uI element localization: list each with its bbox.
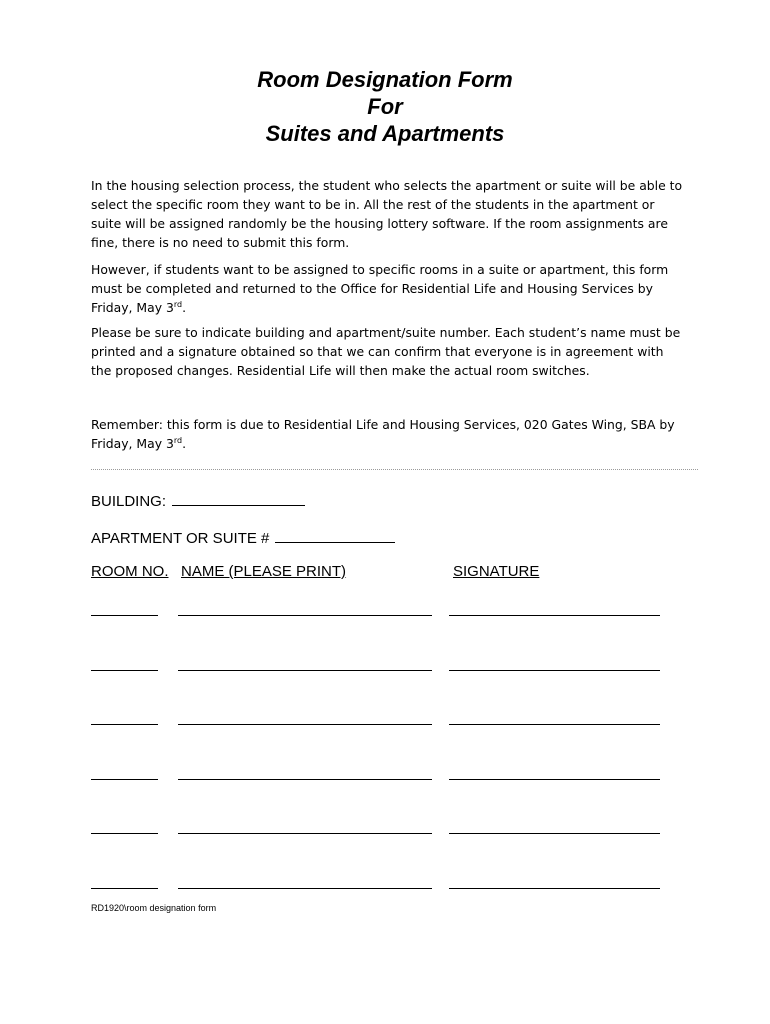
apartment-field xyxy=(91,527,395,548)
apartment-input-line[interactable] xyxy=(275,527,395,543)
signature-line[interactable] xyxy=(449,833,660,834)
instructions-paragraph xyxy=(91,260,686,317)
dotted-divider xyxy=(91,469,698,470)
signature-line[interactable] xyxy=(449,779,660,780)
instructions-end: . xyxy=(182,300,187,315)
room-no-line[interactable] xyxy=(91,670,158,671)
form-title-line-3: Suites and Apartments xyxy=(265,121,505,146)
intro-paragraph: In the housing selection process, the student who selects the apartment or suite will be able to select the specific room they want to be in. All the rest of the students in the apartment or suite will be assigned randomly be the housing lottery software. If the room assignments are fine, there is no need to submit this form. xyxy=(91,178,683,250)
room-no-header: ROOM NO. xyxy=(91,563,169,580)
name-line[interactable] xyxy=(178,615,432,616)
name-line[interactable] xyxy=(178,670,432,671)
name-line[interactable] xyxy=(178,833,432,834)
building-field xyxy=(91,490,305,511)
room-no-line[interactable] xyxy=(91,888,158,889)
name-line[interactable] xyxy=(178,779,432,780)
signature-line[interactable] xyxy=(449,888,660,889)
date-suffix: rd xyxy=(173,299,183,309)
footer-filename: RD1920\room designation form xyxy=(91,903,217,913)
reminder-date-suffix: rd xyxy=(173,435,183,445)
reminder-text: Remember: this form is due to Residential Life and Housing Services, 020 Gates Wing, SBA by Friday, May 3 xyxy=(91,417,675,451)
signature-line[interactable] xyxy=(449,615,660,616)
room-no-line[interactable] xyxy=(91,724,158,725)
name-line[interactable] xyxy=(178,724,432,725)
reminder-end: . xyxy=(182,436,187,451)
form-title-line-1: Room Designation Form xyxy=(257,67,513,92)
room-no-line[interactable] xyxy=(91,779,158,780)
room-no-line[interactable] xyxy=(91,615,158,616)
room-no-line[interactable] xyxy=(91,833,158,834)
name-line[interactable] xyxy=(178,888,432,889)
building-input-line[interactable] xyxy=(172,490,305,506)
instructions-text: However, if students want to be assigned to specific rooms in a suite or apartment, this form must be completed and returned to the Office for Residential Life and Housing Services by Friday, May 3 xyxy=(91,262,669,315)
signature-header: SIGNATURE xyxy=(453,563,540,580)
building-label: BUILDING: xyxy=(91,493,167,510)
reminder-paragraph xyxy=(91,415,686,453)
form-title-line-2: For xyxy=(367,94,403,119)
signature-line[interactable] xyxy=(449,670,660,671)
signature-line[interactable] xyxy=(449,724,660,725)
apartment-label: APARTMENT OR SUITE # xyxy=(91,530,270,547)
name-header: NAME (PLEASE PRINT) xyxy=(181,563,347,580)
requirements-paragraph: Please be sure to indicate building and apartment/suite number. Each student’s name must be printed and a signature obtained so that we can confirm that everyone is in agreement with the proposed changes. Residential Life will then make the actual room switches. xyxy=(91,325,681,378)
